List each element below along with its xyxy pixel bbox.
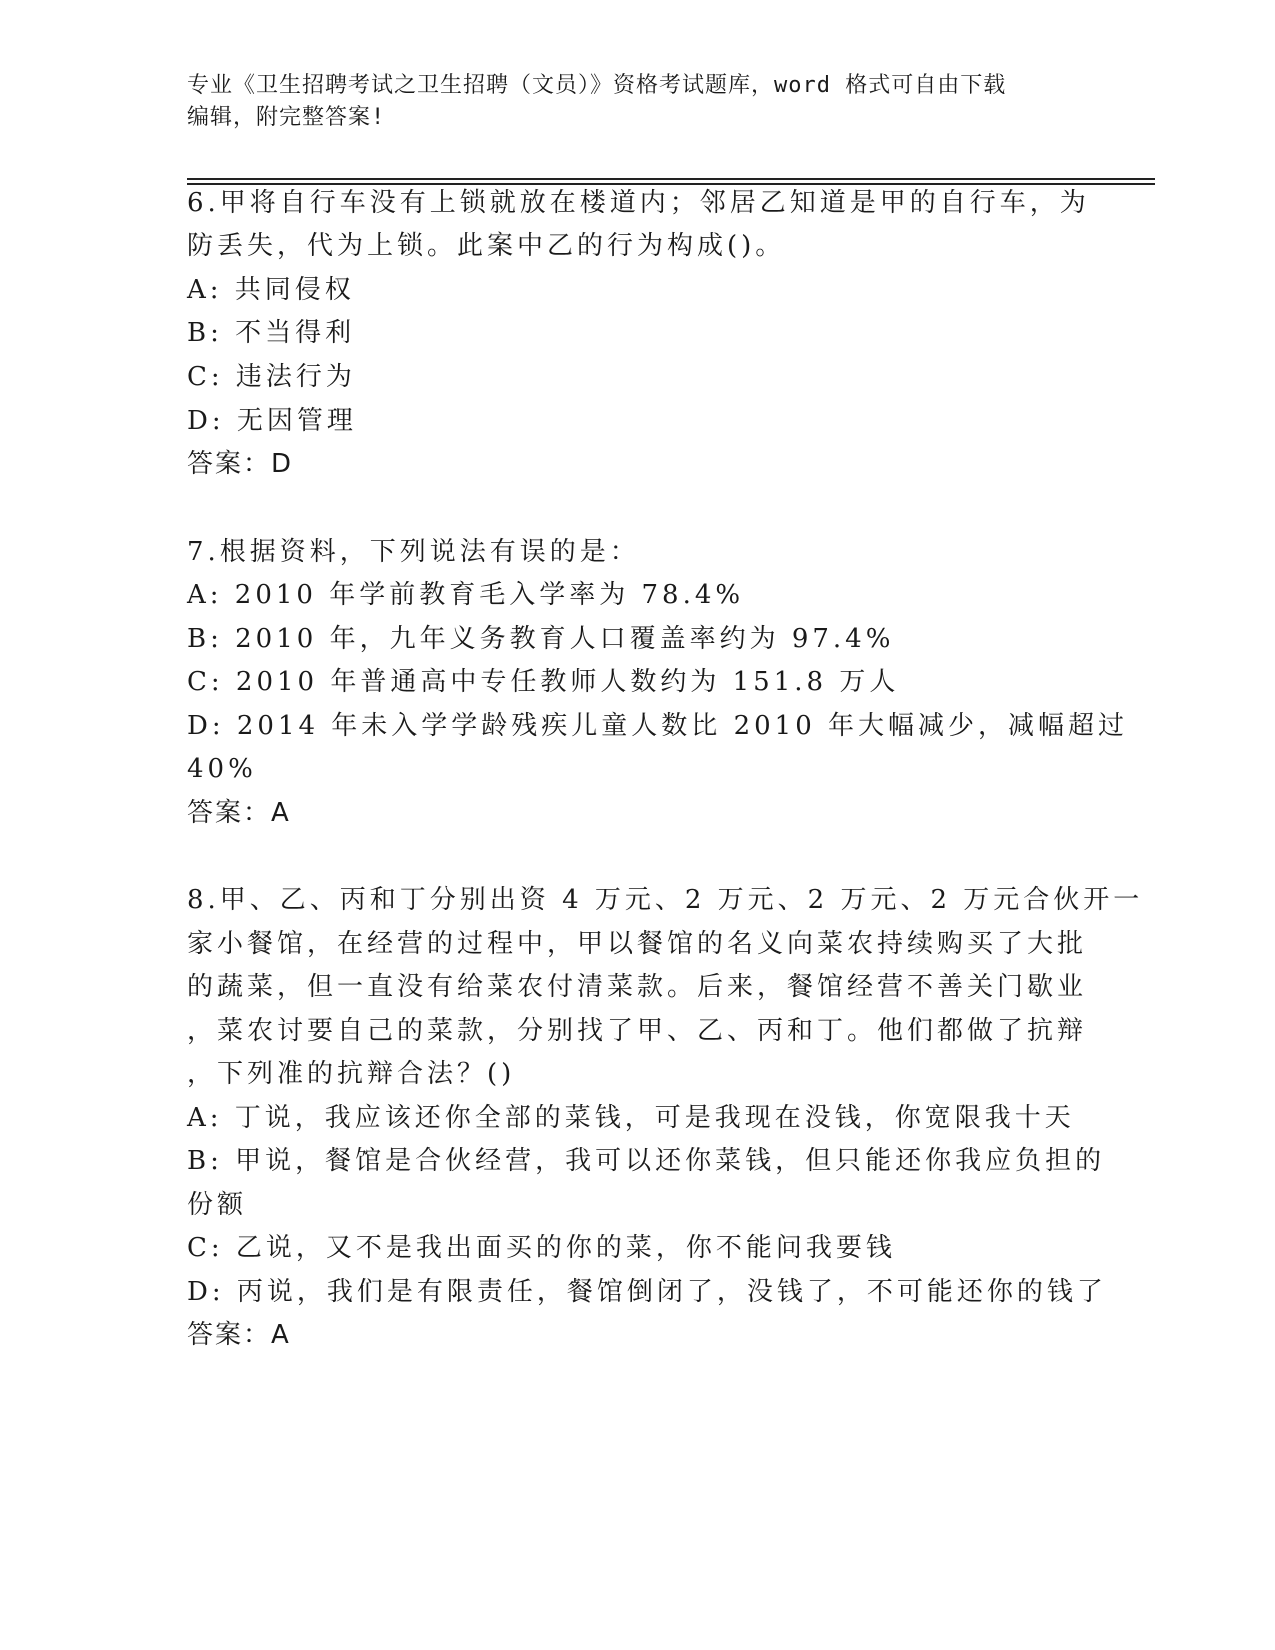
question-6-stem-line-2: 防丢失，代为上锁。此案中乙的行为构成()。 — [187, 231, 786, 261]
question-7-option-a: A: 2010 年学前教育毛入学率为 78.4% — [187, 580, 745, 610]
document-header — [187, 70, 1087, 134]
header-divider-top — [187, 178, 1155, 180]
question-6-option-c: C: 违法行为 — [187, 362, 356, 392]
question-6-option-d: D: 无因管理 — [187, 406, 357, 436]
question-6-option-a: A: 共同侵权 — [187, 275, 355, 305]
question-8-stem-line-4: ，菜农讨要自己的菜款，分别找了甲、乙、丙和丁。他们都做了抗辩 — [187, 1016, 1088, 1046]
question-8-stem-line-2: 家小餐馆，在经营的过程中，甲以餐馆的名义向菜农持续购买了大批 — [187, 929, 1088, 959]
question-6-answer: 答案：D — [187, 449, 294, 479]
question-8-answer: 答案：A — [187, 1320, 291, 1350]
question-7-stem-line-1: 7.根据资料，下列说法有误的是： — [187, 537, 640, 567]
question-8-option-a: A: 丁说，我应该还你全部的菜钱，可是我现在没钱，你宽限我十天 — [187, 1103, 1075, 1133]
question-6-option-b: B: 不当得利 — [187, 318, 356, 348]
header-divider-bottom — [187, 183, 1155, 185]
question-7-option-d-line-1: D: 2014 年未入学学龄残疾儿童人数比 2010 年大幅减少，减幅超过 — [187, 711, 1129, 741]
question-8-option-d: D: 丙说，我们是有限责任，餐馆倒闭了，没钱了，不可能还你的钱了 — [187, 1277, 1107, 1307]
question-8-option-b-line-1: B: 甲说，餐馆是合伙经营，我可以还你菜钱，但只能还你我应负担的 — [187, 1146, 1106, 1176]
question-7-answer: 答案：A — [187, 798, 291, 828]
question-7-option-c: C: 2010 年普通高中专任教师人数约为 151.8 万人 — [187, 667, 900, 697]
question-8-stem-line-1: 8.甲、乙、丙和丁分别出资 4 万元、2 万元、2 万元、2 万元合伙开一 — [187, 885, 1144, 915]
question-7-option-d-line-2: 40% — [187, 754, 257, 784]
question-8-stem-line-5: ，下列准的抗辩合法？() — [187, 1059, 516, 1089]
question-8-stem-line-3: 的蔬菜，但一直没有给菜农付清菜款。后来，餐馆经营不善关门歇业 — [187, 972, 1088, 1002]
question-8-option-b-line-2: 份额 — [187, 1190, 248, 1220]
question-8-option-c: C: 乙说，又不是我出面买的你的菜，你不能问我要钱 — [187, 1233, 896, 1263]
question-7-option-b: B: 2010 年，九年义务教育人口覆盖率约为 97.4% — [187, 624, 895, 654]
header-line-1: 专业《卫生招聘考试之卫生招聘（文员）》资格考试题库，word 格式可自由下载 — [187, 73, 1007, 98]
header-line-2: 编辑，附完整答案! — [187, 105, 386, 130]
question-6-stem-line-1: 6.甲将自行车没有上锁就放在楼道内；邻居乙知道是甲的自行车，为 — [187, 188, 1090, 218]
